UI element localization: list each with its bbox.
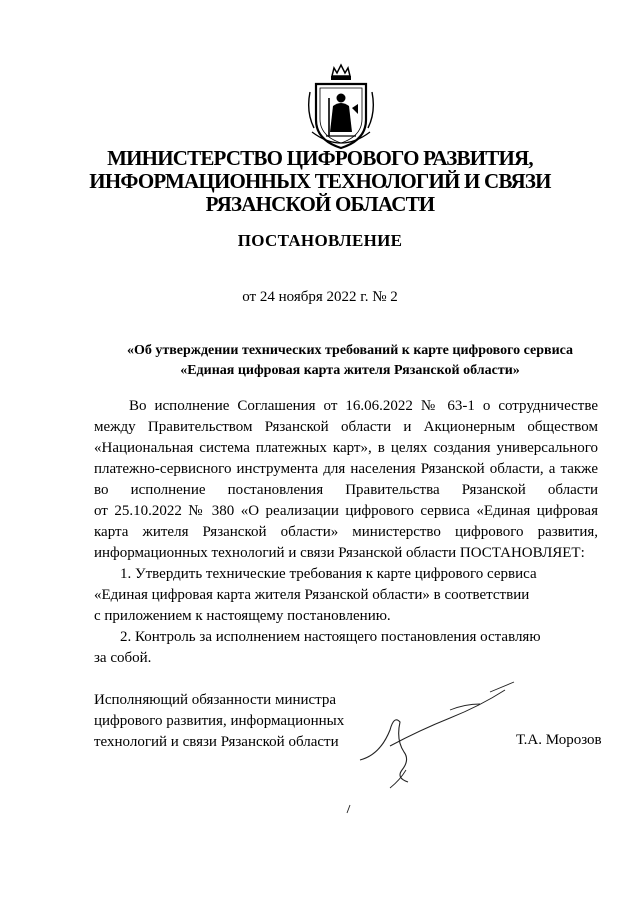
body-line: за собой.	[94, 650, 152, 666]
body-line: карта жителя Рязанской области» министерство цифрового развития,	[94, 524, 598, 540]
list-item: 2. Контроль за исполнением настоящего постановления оставляю	[120, 629, 541, 645]
document-type: ПОСТАНОВЛЕНИЕ	[237, 231, 403, 250]
signatory-position-line: технологий и связи Рязанской области	[94, 734, 339, 750]
signatory-position-line: Исполняющий обязанности министра	[94, 692, 337, 708]
signatory-name: Т.А. Морозов	[516, 732, 602, 748]
body-line: платежно-сервисного инструмента для населения Рязанской области, а также	[94, 461, 598, 477]
body-line: информационных технологий и связи Рязанской области ПОСТАНОВЛЯЕТ:	[94, 545, 585, 561]
document-subject	[100, 341, 600, 381]
document-body	[94, 396, 598, 669]
body-line: «Единая цифровая карта жителя Рязанской области» в соответствии	[94, 587, 530, 603]
body-line: от 25.10.2022 № 380 «О реализации цифрового сервиса «Единая цифровая	[94, 503, 598, 519]
subject-line: «Об утверждении технических требований к карте цифрового сервиса	[126, 343, 574, 358]
body-line: во исполнение постановления Правительства Рязанской области	[94, 482, 598, 498]
list-item: 1. Утвердить технические требования к карте цифрового сервиса	[120, 566, 537, 582]
handwritten-signature	[330, 670, 530, 820]
signatory-position-line: цифрового развития, информационных	[94, 713, 345, 729]
ministry-title-line: ИНФОРМАЦИОННЫХ ТЕХНОЛОГИЙ И СВЯЗИ	[89, 169, 551, 193]
body-line: с приложением к настоящему постановлению.	[94, 608, 391, 624]
document-date: от 24 ноября 2022 г. № 2	[242, 289, 398, 305]
coat-of-arms-icon	[302, 62, 380, 152]
ministry-title-line: РЯЗАНСКОЙ ОБЛАСТИ	[205, 192, 435, 216]
subject-line: «Единая цифровая карта жителя Рязанской области»	[180, 363, 520, 378]
ministry-title-line: МИНИСТЕРСТВО ЦИФРОВОГО РАЗВИТИЯ,	[107, 146, 533, 170]
body-line: между Правительством Рязанской области и Акционерным обществом	[94, 419, 598, 435]
ministry-title	[0, 147, 640, 216]
body-line: «Национальная система платежных карт», в целях создания универсального	[94, 440, 598, 456]
signatory-position	[94, 690, 344, 753]
body-line: Во исполнение Соглашения от 16.06.2022 № 63-1 о сотрудничестве	[129, 398, 598, 414]
